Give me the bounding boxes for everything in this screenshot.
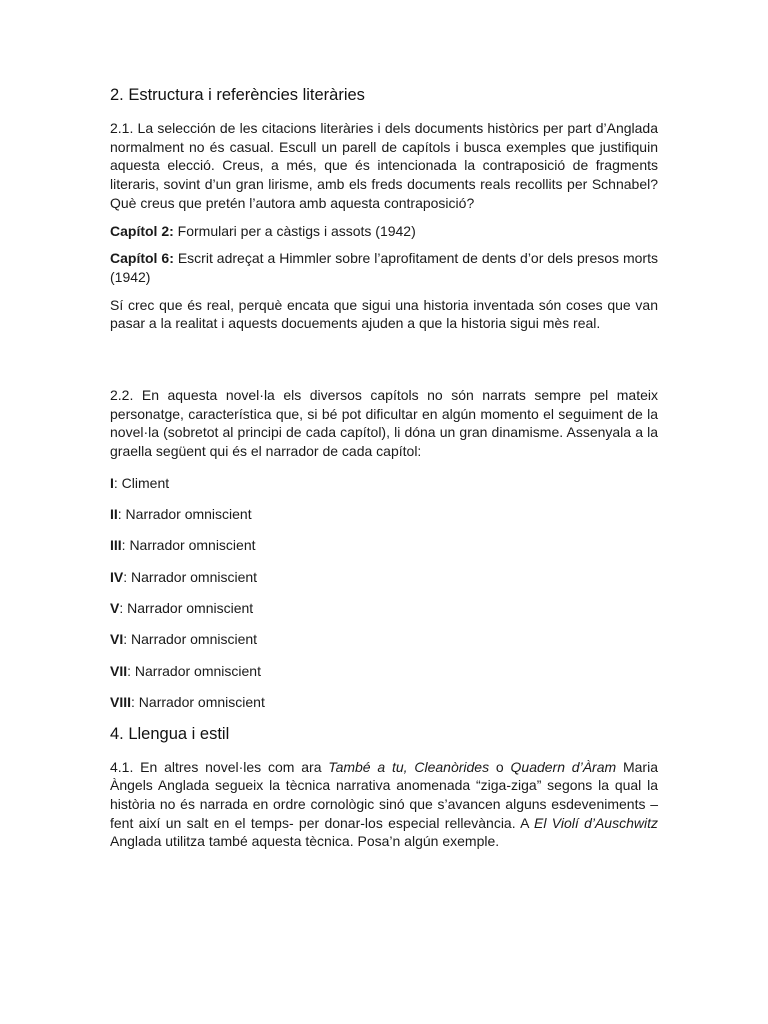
- narrator-item: [110, 568, 658, 587]
- narrator-text: : Narrador omniscient: [123, 631, 258, 648]
- narrator-text: : Narrador omniscient: [119, 600, 254, 617]
- chapter-number: II: [110, 505, 118, 522]
- question-4-1: [110, 758, 658, 852]
- narrator-text: : Narrador omniscient: [117, 505, 252, 522]
- chapter-number: IV: [110, 568, 124, 585]
- chapter-6-label: Capítol 6:: [110, 250, 174, 267]
- document-body: [110, 86, 658, 860]
- spacer: [110, 342, 658, 386]
- chapter-2-entry: [110, 222, 658, 241]
- chapter-number: VI: [110, 631, 124, 648]
- narrator-item: [110, 662, 658, 681]
- chapter-2-label: Capítol 2:: [110, 222, 174, 239]
- answer-2-1: Sí crec que és real, perquè encata que sigui una historia inventada són coses que van pasar a la realitat i aquests docuements ajuden a que la historia sigui mès real.: [110, 296, 658, 332]
- q41-text: 4.1. En altres novel·les com ara: [110, 758, 329, 775]
- q41-text: o: [489, 758, 511, 775]
- narrator-text: : Narrador omniscient: [123, 568, 258, 585]
- narrator-text: : Narrador omniscient: [121, 537, 256, 554]
- narrator-text: : Narrador omniscient: [131, 694, 265, 711]
- question-2-1: 2.1. La selección de les citacions literàries i dels documents històrics per part d’Anglada normalment no és casual. Escull un parell de capítols i busca exemples que justifiquin aquesta elecció. Creus, a més, que és intencionada la contraposició de fragments literaris, sovint d’un gran lirisme, amb els freds documents reals recollits per Schnabel? Què creus que pretén l’autora amb aquesta contraposició?: [110, 120, 658, 211]
- narrator-item: [110, 599, 658, 618]
- q41-text: Anglada utilitza també aquesta tècnica. Posa’n algún exemple.: [110, 833, 500, 850]
- q41-text: Maria Àngels Anglada segueix la tècnica narrativa anomenada “ziga-ziga” segons la qual la història no és narrada en ordre cornològic sinó que s’avancen alguns esdeveniments –fent així un salt en el temps- per donar-los especial rellevància. A: [110, 758, 658, 831]
- book-title: També a tu, Cleanòrides: [328, 758, 490, 775]
- chapter-number: I: [110, 474, 114, 491]
- narrator-item: [110, 536, 658, 555]
- chapter-number: VIII: [110, 694, 132, 711]
- narrator-item: [110, 630, 658, 649]
- chapter-2-text: Formulari per a càstigs i assots (1942): [173, 222, 416, 239]
- book-title: El Violí d’Auschwitz: [534, 814, 658, 831]
- book-title: Quadern d’Àram: [510, 758, 617, 775]
- narrator-item: [110, 505, 658, 524]
- narrator-text: : Narrador omniscient: [127, 662, 261, 679]
- chapter-number: VII: [110, 662, 128, 679]
- narrator-item: [110, 693, 658, 712]
- question-2-2: 2.2. En aquesta novel·la els diversos capítols no són narrats sempre pel mateix personatge, característica que, si bé pot dificultar en algún momento el seguiment de la novel·la (sobretot al principi de cada capítol), li dóna un gran dinamisme. Assenyala a la graella següent qui és el narrador de cada capítol:: [110, 387, 658, 460]
- section-2-heading: 2. Estructura i referències literàries: [110, 86, 365, 104]
- section-4-heading: 4. Llengua i estil: [110, 724, 230, 743]
- chapter-number: V: [110, 600, 120, 617]
- narrator-text: : Climent: [113, 474, 170, 491]
- narrator-list: [110, 474, 658, 712]
- narrator-item: [110, 474, 658, 493]
- chapter-number: III: [110, 537, 122, 554]
- chapter-6-text: Escrit adreçat a Himmler sobre l’aprofitament de dents d’or dels presos morts (1942): [110, 250, 658, 285]
- chapter-6-entry: [110, 249, 658, 286]
